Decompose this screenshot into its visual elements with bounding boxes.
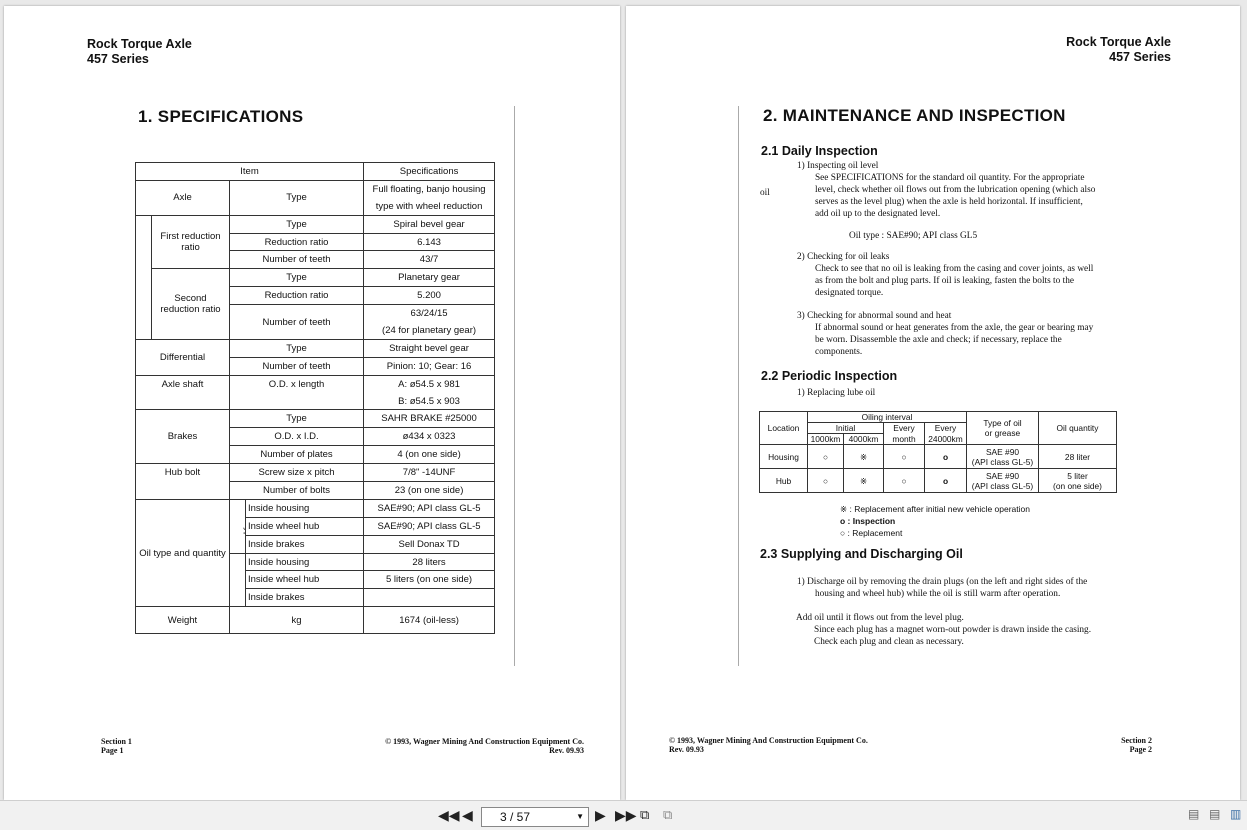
cell-label: Type	[230, 269, 364, 287]
header-line: or grease	[984, 428, 1021, 438]
cell-label: Inside housing	[246, 553, 364, 571]
section-title: 2.2 Periodic Inspection	[761, 369, 898, 383]
text-line: 5 liter	[1067, 470, 1088, 481]
text-line: Add oil until it flows out from the level plug.	[796, 613, 964, 623]
thumbnail-view-icon[interactable]: ▤	[1188, 807, 1200, 821]
cell-label: O.D. x I.D.	[230, 428, 364, 446]
list-view-icon[interactable]: ▤	[1209, 807, 1221, 821]
cell-label: Inside wheel hub	[246, 571, 364, 589]
cell-oil-qty	[1039, 469, 1117, 493]
paragraph	[815, 322, 1145, 358]
row-label-first-reduction: First reduction ratio	[152, 215, 230, 269]
table-row	[136, 339, 495, 357]
col-header: 1000km	[808, 434, 844, 445]
table-row	[136, 269, 495, 287]
cell-value: SAE#90; API class GL-5	[364, 499, 495, 517]
item-title: 2) Checking for oil leaks	[797, 252, 890, 262]
prev-page-icon[interactable]: ◀	[462, 807, 473, 823]
oiling-interval-table	[759, 411, 1117, 493]
cell-label: Inside housing	[246, 499, 364, 517]
col-header: Oil quantity	[1039, 412, 1117, 445]
last-page-icon[interactable]: ▶▶	[615, 807, 637, 823]
group-label-reduction	[136, 215, 152, 339]
table-row	[760, 469, 1117, 493]
text-line: designated torque.	[815, 288, 884, 298]
cell-oil-qty	[1039, 445, 1117, 469]
table-legend	[840, 503, 1030, 539]
cell-value: Straight bevel gear	[364, 339, 495, 357]
table-row	[136, 163, 495, 181]
legend-item: ○ : Replacement	[840, 528, 903, 538]
cell-value: A: ø54.5 x 981	[364, 375, 495, 392]
row-label-hub-bolt: Hub bolt	[136, 464, 230, 482]
text-line: add oil up to the designated level.	[815, 209, 941, 219]
oil-type-group-label: Oil type	[242, 510, 246, 543]
text-line: 1) Discharge oil by removing the drain plugs (on the left and right sides of the	[797, 577, 1088, 587]
footer-page: Page 1	[101, 746, 124, 755]
cell-label: Screw size x pitch	[230, 464, 364, 482]
col-header: month	[884, 434, 925, 445]
row-label-axle-shaft: Axle shaft	[136, 375, 230, 392]
cell-empty	[136, 393, 230, 410]
page-title: 1. SPECIFICATIONS	[138, 107, 304, 126]
text-line: be worn. Disassemble the axle and check; if necessary, replace the	[815, 335, 1062, 345]
cell-value: 1674 (oil-less)	[364, 607, 495, 634]
cell-location: Housing	[760, 445, 808, 469]
cell-label: Reduction ratio	[230, 287, 364, 305]
col-header: Oiling interval	[808, 412, 967, 423]
page-header	[1006, 35, 1171, 65]
col-header: Location	[760, 412, 808, 445]
page-indicator: 3 / 57	[500, 810, 531, 824]
section-title: 2.1 Daily Inspection	[761, 144, 878, 158]
row-label-weight: Weight	[136, 607, 230, 634]
text-line: (on one side)	[1053, 480, 1102, 491]
col-header: Initial	[808, 423, 884, 434]
cell-symbol: o	[925, 445, 967, 469]
page-footer-right	[1066, 736, 1152, 754]
cell-value: 5.200	[364, 287, 495, 305]
cell-oil-type	[967, 445, 1039, 469]
text-line: serves as the level plug) when the axle is held horizontal. If insufficient,	[815, 197, 1083, 207]
footer-rev: Rev. 09.93	[669, 745, 704, 754]
cell-empty	[136, 482, 230, 500]
text-line: housing and wheel hub) while the oil is still warm after operation.	[815, 589, 1061, 599]
cell-value: SAHR BRAKE #25000	[364, 410, 495, 428]
paragraph	[797, 576, 1147, 600]
footer-copyright: © 1993, Wagner Mining And Construction Equipment Co.	[385, 737, 584, 746]
text-line: (API class GL-5)	[971, 456, 1034, 467]
header-series: 457 Series	[1109, 50, 1171, 64]
cell-label: Inside brakes	[246, 589, 364, 607]
row-label-brakes: Brakes	[136, 410, 230, 464]
paragraph	[815, 263, 1145, 299]
cell-value: ø434 x 0323	[364, 428, 495, 446]
col-item-header: Item	[136, 163, 364, 181]
page-footer-left	[669, 736, 868, 754]
text-line: Check each plug and clean as necessary.	[814, 637, 964, 647]
text-line: See SPECIFICATIONS for the standard oil quantity. For the appropriate	[815, 173, 1085, 183]
cell-value: 7/8" -14UNF	[364, 464, 495, 482]
cell-symbol: ○	[808, 469, 844, 493]
page-footer-right	[304, 737, 584, 755]
first-page-icon[interactable]: ◀◀	[438, 807, 460, 823]
row-label-axle: Axle	[136, 180, 230, 215]
cell-location: Hub	[760, 469, 808, 493]
cell-label: Type	[230, 180, 364, 215]
page-1	[4, 6, 620, 800]
group-label-oil-type	[230, 499, 246, 553]
col-header: Every	[925, 423, 967, 434]
text-line: components.	[815, 347, 863, 357]
page-header	[87, 37, 192, 67]
item-title: 1) Replacing lube oil	[797, 388, 876, 398]
viewer-toolbar	[0, 800, 1247, 830]
cell-value: Planetary gear	[364, 269, 495, 287]
table-row	[136, 215, 495, 233]
item-title: 1) Inspecting oil level	[797, 161, 879, 171]
margin-line	[514, 106, 515, 666]
row-label-second-reduction: Second reduction ratio	[152, 269, 230, 340]
two-page-view-icon[interactable]: ⧉	[663, 807, 673, 822]
cell-symbol: ○	[884, 445, 925, 469]
cell-label: Inside wheel hub	[246, 517, 364, 535]
table-row	[760, 445, 1117, 469]
cell-value: (24 for planetary gear)	[364, 322, 495, 339]
cell-symbol: ※	[844, 469, 884, 493]
cell-symbol: ※	[844, 445, 884, 469]
footer-section: Section 1	[101, 737, 132, 746]
footer-section: Section 2	[1121, 736, 1152, 745]
cell-label: Type	[230, 339, 364, 357]
table-row	[760, 412, 1117, 423]
paragraph	[796, 612, 1146, 648]
col-header: 24000km	[925, 434, 967, 445]
table-row	[136, 180, 495, 197]
page-2	[626, 6, 1240, 800]
book-view-icon[interactable]: ▥	[1230, 807, 1242, 821]
cell-symbol: o	[925, 469, 967, 493]
row-label-differential: Differential	[136, 339, 230, 375]
col-header	[967, 412, 1039, 445]
table-row	[136, 464, 495, 482]
page-title: 2. MAINTENANCE AND INSPECTION	[763, 106, 1066, 125]
cell-value: Spiral bevel gear	[364, 215, 495, 233]
oil-type-line: Oil type : SAE#90; API class GL5	[849, 231, 978, 241]
cell-value	[364, 589, 495, 607]
cell-label: Type	[230, 215, 364, 233]
cell-value: Pinion: 10; Gear: 16	[364, 357, 495, 375]
cell-value: Full floating, banjo housing	[364, 180, 495, 197]
cell-value: 28 liters	[364, 553, 495, 571]
cell-value: type with wheel reduction	[364, 198, 495, 215]
cell-value: 43/7	[364, 251, 495, 269]
table-row	[136, 375, 495, 392]
cell-label: kg	[230, 607, 364, 634]
header-title: Rock Torque Axle	[1066, 35, 1171, 49]
cell-label: Type	[230, 410, 364, 428]
cell-oil-type	[967, 469, 1039, 493]
cell-value: B: ø54.5 x 903	[364, 393, 495, 410]
cell-value: Sell Donax TD	[364, 535, 495, 553]
cell-label: Number of plates	[230, 446, 364, 464]
paragraph	[815, 172, 1145, 220]
next-page-icon[interactable]: ▶	[595, 807, 606, 823]
cell-value: 5 liters (on one side)	[364, 571, 495, 589]
header-series: 457 Series	[87, 52, 149, 66]
text-line: SAE #90	[985, 446, 1020, 457]
table-row	[136, 393, 495, 410]
row-label-oil: Oil type and quantity	[136, 499, 230, 606]
specifications-table	[135, 162, 495, 634]
header-line: Type of oil	[983, 418, 1022, 428]
cell-empty	[230, 393, 364, 410]
cell-symbol: ○	[884, 469, 925, 493]
page-footer-left	[101, 737, 132, 755]
cell-value: 23 (on one side)	[364, 482, 495, 500]
table-row	[136, 482, 495, 500]
text-line: Check to see that no oil is leaking from the casing and cover joints, as well	[815, 264, 1094, 274]
header-title: Rock Torque Axle	[87, 37, 192, 51]
cell-label: Number of teeth	[230, 251, 364, 269]
cell-value: SAE#90; API class GL-5	[364, 517, 495, 535]
group-label-oil-quantity	[230, 553, 246, 607]
col-header: 4000km	[844, 434, 884, 445]
margin-note: oil	[760, 188, 770, 198]
legend-item: o : Inspection	[840, 516, 896, 526]
footer-page: Page 2	[1129, 745, 1152, 754]
single-page-view-icon[interactable]: ⧉	[640, 807, 650, 822]
cell-value: 6.143	[364, 233, 495, 251]
table-row	[136, 410, 495, 428]
margin-line	[738, 106, 739, 666]
cell-label: Inside brakes	[246, 535, 364, 553]
text-line: If abnormal sound or heat generates from the axle, the gear or bearing may	[815, 323, 1094, 333]
cell-label: O.D. x length	[230, 375, 364, 392]
cell-label: Reduction ratio	[230, 233, 364, 251]
text-line: SAE #90	[985, 470, 1020, 481]
cell-label: Number of bolts	[230, 482, 364, 500]
text-line: Since each plug has a magnet worn-out powder is drawn inside the casing.	[814, 625, 1092, 635]
col-spec-header: Specifications	[364, 163, 495, 181]
text-line: (API class GL-5)	[971, 480, 1034, 491]
table-row	[136, 607, 495, 634]
page-number-select[interactable]	[481, 807, 589, 827]
cell-symbol: ○	[808, 445, 844, 469]
text-line: as from the bolt and plug parts. If oil is leaking, fasten the bolts to the	[815, 276, 1074, 286]
cell-value: 63/24/15	[364, 305, 495, 322]
item-title: 3) Checking for abnormal sound and heat	[797, 311, 952, 321]
section-title: 2.3 Supplying and Discharging Oil	[760, 547, 963, 561]
footer-copyright: © 1993, Wagner Mining And Construction Equipment Co.	[669, 736, 868, 745]
chevron-down-icon: ▼	[576, 812, 584, 821]
cell-value: 4 (on one side)	[364, 446, 495, 464]
text-line: 28 liter	[1064, 451, 1091, 462]
footer-rev: Rev. 09.93	[549, 746, 584, 755]
table-row	[136, 499, 495, 517]
legend-item: ※ : Replacement after initial new vehicle operation	[840, 504, 1030, 514]
cell-label: Number of teeth	[230, 357, 364, 375]
cell-label: Number of teeth	[230, 305, 364, 340]
text-line: level, check whether oil flows out from the lubrication opening (which also	[815, 185, 1096, 195]
col-header: Every	[884, 423, 925, 434]
